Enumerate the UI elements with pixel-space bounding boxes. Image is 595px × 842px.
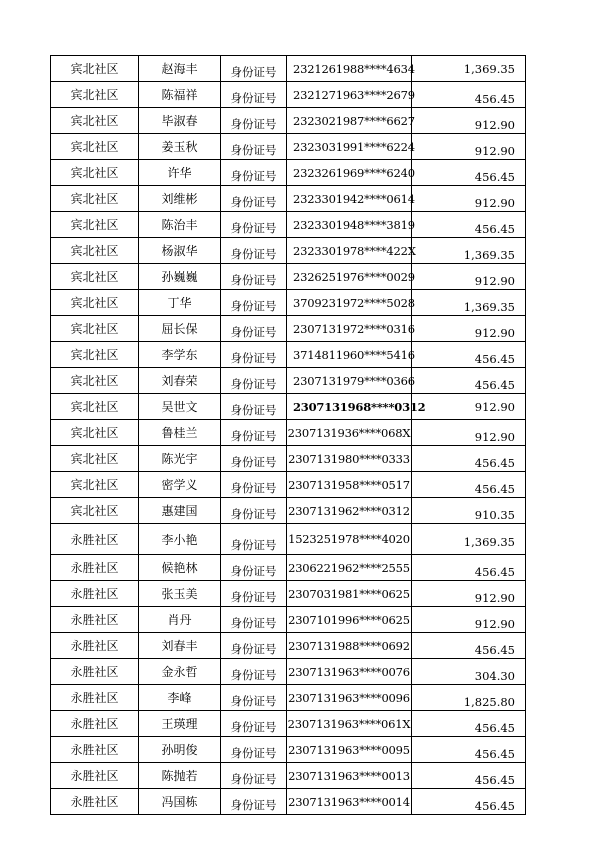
community-cell: 宾北社区 [51, 472, 139, 498]
id-number-cell: 2323301978****422X [287, 238, 412, 264]
name-cell: 刘春荣 [139, 368, 221, 394]
name-cell: 许华 [139, 160, 221, 186]
table-row [51, 633, 526, 659]
amount-cell: 456.45 [412, 789, 526, 815]
table-row [51, 290, 526, 316]
table-row [51, 264, 526, 290]
amount-cell: 304.30 [412, 659, 526, 685]
id-type-cell: 身份证号 [221, 108, 287, 134]
name-cell: 张玉美 [139, 581, 221, 607]
id-type-cell: 身份证号 [221, 659, 287, 685]
id-number-cell: 2307131936****068X [287, 420, 412, 446]
community-cell: 宾北社区 [51, 342, 139, 368]
id-type-cell: 身份证号 [221, 581, 287, 607]
id-type-cell: 身份证号 [221, 368, 287, 394]
table-row [51, 82, 526, 108]
id-type-cell: 身份证号 [221, 446, 287, 472]
id-type-cell: 身份证号 [221, 524, 287, 555]
name-cell: 鲁桂兰 [139, 420, 221, 446]
amount-cell: 456.45 [412, 763, 526, 789]
amount-cell: 912.90 [412, 264, 526, 290]
id-number-cell: 2306221962****2555 [287, 555, 412, 581]
id-number-cell: 2326251976****0029 [287, 264, 412, 290]
amount-cell: 1,825.80 [412, 685, 526, 711]
table-row [51, 342, 526, 368]
community-cell: 宾北社区 [51, 238, 139, 264]
id-number-cell: 2323301948****3819 [287, 212, 412, 238]
table-body [51, 56, 526, 815]
table-row [51, 607, 526, 633]
name-cell: 李学东 [139, 342, 221, 368]
name-cell: 李峰 [139, 685, 221, 711]
id-type-cell: 身份证号 [221, 633, 287, 659]
community-cell: 永胜社区 [51, 685, 139, 711]
community-cell: 宾北社区 [51, 160, 139, 186]
name-cell: 毕淑春 [139, 108, 221, 134]
name-cell: 孙明俊 [139, 737, 221, 763]
community-cell: 宾北社区 [51, 290, 139, 316]
id-number-cell: 2307131963****0014 [287, 789, 412, 815]
amount-cell: 456.45 [412, 212, 526, 238]
table-row [51, 108, 526, 134]
id-type-cell: 身份证号 [221, 238, 287, 264]
id-number-cell: 2323031991****6224 [287, 134, 412, 160]
name-cell: 杨淑华 [139, 238, 221, 264]
name-cell: 孙巍巍 [139, 264, 221, 290]
amount-cell: 456.45 [412, 446, 526, 472]
name-cell: 刘维彬 [139, 186, 221, 212]
name-cell: 丁华 [139, 290, 221, 316]
community-cell: 宾北社区 [51, 56, 139, 82]
name-cell: 金永哲 [139, 659, 221, 685]
id-number-cell: 2307131972****0316 [287, 316, 412, 342]
name-cell: 陈抛若 [139, 763, 221, 789]
id-type-cell: 身份证号 [221, 264, 287, 290]
table-row [51, 446, 526, 472]
table-row [51, 659, 526, 685]
data-table [50, 55, 526, 815]
table-row [51, 394, 526, 420]
community-cell: 宾北社区 [51, 134, 139, 160]
id-type-cell: 身份证号 [221, 56, 287, 82]
amount-cell: 1,369.35 [412, 56, 526, 82]
name-cell: 姜玉秋 [139, 134, 221, 160]
id-type-cell: 身份证号 [221, 607, 287, 633]
id-number-cell: 2307131968****0312 [287, 394, 412, 420]
table-row [51, 763, 526, 789]
id-type-cell: 身份证号 [221, 342, 287, 368]
table-row [51, 212, 526, 238]
name-cell: 李小艳 [139, 524, 221, 555]
id-type-cell: 身份证号 [221, 737, 287, 763]
name-cell: 冯国栋 [139, 789, 221, 815]
id-type-cell: 身份证号 [221, 186, 287, 212]
id-type-cell: 身份证号 [221, 685, 287, 711]
amount-cell: 912.90 [412, 581, 526, 607]
community-cell: 宾北社区 [51, 212, 139, 238]
id-type-cell: 身份证号 [221, 711, 287, 737]
name-cell: 惠建国 [139, 498, 221, 524]
id-type-cell: 身份证号 [221, 212, 287, 238]
name-cell: 陈光宇 [139, 446, 221, 472]
id-type-cell: 身份证号 [221, 472, 287, 498]
community-cell: 永胜社区 [51, 633, 139, 659]
community-cell: 永胜社区 [51, 763, 139, 789]
community-cell: 宾北社区 [51, 316, 139, 342]
community-cell: 宾北社区 [51, 446, 139, 472]
id-number-cell: 2307131980****0333 [287, 446, 412, 472]
table-row [51, 711, 526, 737]
amount-cell: 456.45 [412, 737, 526, 763]
table-row [51, 134, 526, 160]
id-number-cell: 2307131963****0095 [287, 737, 412, 763]
name-cell: 赵海丰 [139, 56, 221, 82]
table-row [51, 581, 526, 607]
amount-cell: 456.45 [412, 472, 526, 498]
amount-cell: 456.45 [412, 342, 526, 368]
table-row [51, 368, 526, 394]
id-number-cell: 2323021987****6627 [287, 108, 412, 134]
id-type-cell: 身份证号 [221, 498, 287, 524]
id-number-cell: 2323261969****6240 [287, 160, 412, 186]
community-cell: 永胜社区 [51, 607, 139, 633]
table-row [51, 555, 526, 581]
id-type-cell: 身份证号 [221, 134, 287, 160]
name-cell: 密学义 [139, 472, 221, 498]
community-cell: 永胜社区 [51, 789, 139, 815]
amount-cell: 456.45 [412, 633, 526, 659]
name-cell: 吴世文 [139, 394, 221, 420]
name-cell: 陈福祥 [139, 82, 221, 108]
amount-cell: 912.90 [412, 394, 526, 420]
id-number-cell: 2307101996****0625 [287, 607, 412, 633]
table-row [51, 685, 526, 711]
id-number-cell: 2307131963****0076 [287, 659, 412, 685]
id-type-cell: 身份证号 [221, 763, 287, 789]
id-number-cell: 2321261988****4634 [287, 56, 412, 82]
name-cell: 屈长保 [139, 316, 221, 342]
id-type-cell: 身份证号 [221, 316, 287, 342]
id-number-cell: 3714811960****5416 [287, 342, 412, 368]
amount-cell: 912.90 [412, 186, 526, 212]
amount-cell: 456.45 [412, 82, 526, 108]
community-cell: 宾北社区 [51, 108, 139, 134]
id-number-cell: 2307131988****0692 [287, 633, 412, 659]
community-cell: 永胜社区 [51, 581, 139, 607]
amount-cell: 912.90 [412, 108, 526, 134]
table-row [51, 160, 526, 186]
name-cell: 刘春丰 [139, 633, 221, 659]
table-row [51, 56, 526, 82]
id-number-cell: 2321271963****2679 [287, 82, 412, 108]
amount-cell: 1,369.35 [412, 238, 526, 264]
community-cell: 永胜社区 [51, 659, 139, 685]
id-type-cell: 身份证号 [221, 420, 287, 446]
community-cell: 永胜社区 [51, 524, 139, 555]
community-cell: 宾北社区 [51, 186, 139, 212]
amount-cell: 456.45 [412, 160, 526, 186]
id-number-cell: 2307031981****0625 [287, 581, 412, 607]
table-row [51, 316, 526, 342]
table-row [51, 737, 526, 763]
amount-cell: 912.90 [412, 316, 526, 342]
id-type-cell: 身份证号 [221, 555, 287, 581]
amount-cell: 1,369.35 [412, 290, 526, 316]
amount-cell: 1,369.35 [412, 524, 526, 555]
amount-cell: 456.45 [412, 711, 526, 737]
table-row [51, 238, 526, 264]
id-type-cell: 身份证号 [221, 82, 287, 108]
community-cell: 宾北社区 [51, 420, 139, 446]
amount-cell: 456.45 [412, 555, 526, 581]
id-number-cell: 2307131979****0366 [287, 368, 412, 394]
id-number-cell: 2307131962****0312 [287, 498, 412, 524]
id-type-cell: 身份证号 [221, 789, 287, 815]
amount-cell: 912.90 [412, 420, 526, 446]
amount-cell: 456.45 [412, 368, 526, 394]
name-cell: 王瑛理 [139, 711, 221, 737]
id-number-cell: 1523251978****4020 [287, 524, 412, 555]
community-cell: 宾北社区 [51, 394, 139, 420]
id-number-cell: 2307131963****0096 [287, 685, 412, 711]
community-cell: 永胜社区 [51, 737, 139, 763]
community-cell: 宾北社区 [51, 264, 139, 290]
amount-cell: 910.35 [412, 498, 526, 524]
table-row [51, 420, 526, 446]
table-row [51, 524, 526, 555]
table-row [51, 186, 526, 212]
id-number-cell: 3709231972****5028 [287, 290, 412, 316]
community-cell: 宾北社区 [51, 368, 139, 394]
id-number-cell: 2307131963****0013 [287, 763, 412, 789]
id-type-cell: 身份证号 [221, 290, 287, 316]
name-cell: 陈治丰 [139, 212, 221, 238]
table-row [51, 789, 526, 815]
community-cell: 永胜社区 [51, 555, 139, 581]
amount-cell: 912.90 [412, 134, 526, 160]
community-cell: 宾北社区 [51, 82, 139, 108]
amount-cell: 912.90 [412, 607, 526, 633]
table-row [51, 498, 526, 524]
id-number-cell: 2323301942****0614 [287, 186, 412, 212]
community-cell: 永胜社区 [51, 711, 139, 737]
name-cell: 候艳林 [139, 555, 221, 581]
id-type-cell: 身份证号 [221, 394, 287, 420]
community-cell: 宾北社区 [51, 498, 139, 524]
name-cell: 肖丹 [139, 607, 221, 633]
id-type-cell: 身份证号 [221, 160, 287, 186]
id-number-cell: 2307131963****061X [287, 711, 412, 737]
id-number-cell: 2307131958****0517 [287, 472, 412, 498]
table-row [51, 472, 526, 498]
